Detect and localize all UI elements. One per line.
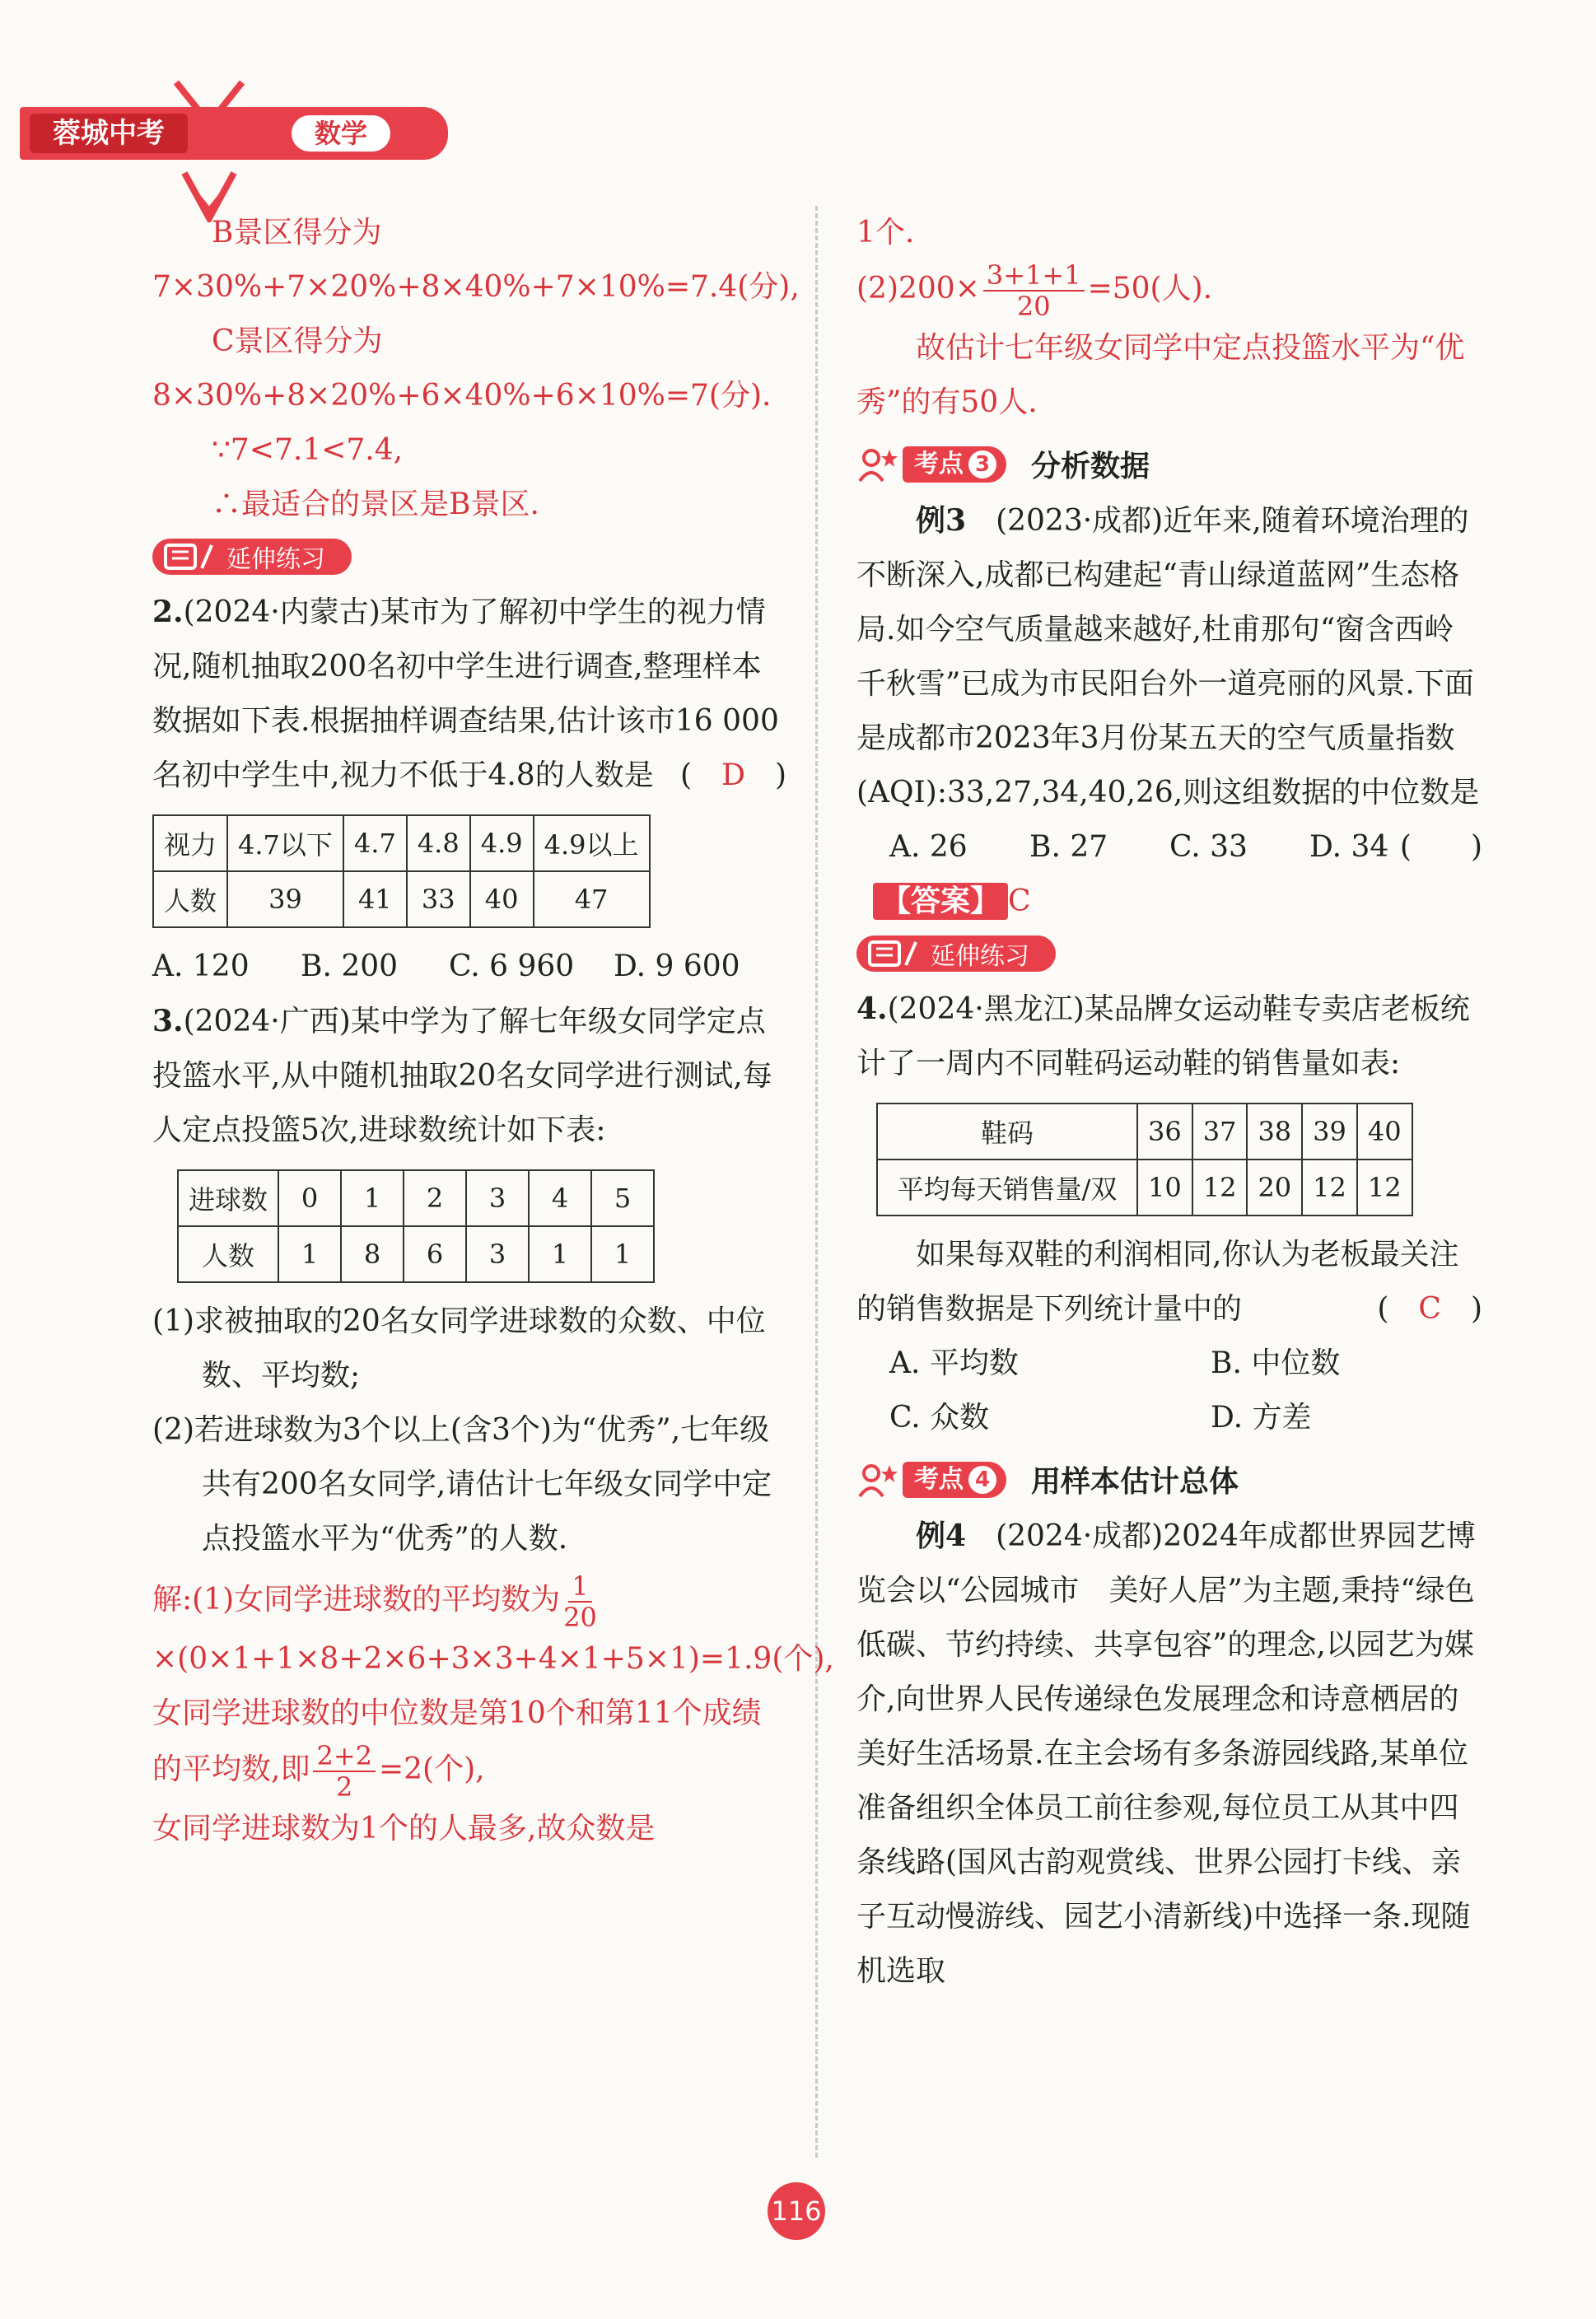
solution-mean-rest: ×(0×1+1×8+2×6+3×3+4×1+5×1)=1.9(个),: [152, 1642, 834, 1676]
table-cell: 1: [529, 1226, 591, 1282]
fraction-numerator: 1: [568, 1571, 591, 1603]
solution-part-2: [856, 260, 1482, 321]
table-cell: 37: [1192, 1104, 1248, 1160]
table-cell: 33: [407, 871, 470, 927]
example-answer: [856, 875, 1482, 929]
knowledge-point-title: 用样本估计总体: [1031, 1465, 1239, 1499]
fraction-denominator: 2: [336, 1771, 353, 1803]
table-cell: 12: [1302, 1160, 1357, 1215]
solution-part-2-b: =50(人).: [1087, 272, 1213, 306]
options-row: [856, 1391, 1482, 1445]
knowledge-point-title: 分析数据: [1031, 450, 1150, 483]
answer-choice: C: [1008, 884, 1031, 918]
table-cell: 3: [466, 1170, 529, 1226]
fraction-numerator: 2+2: [313, 1741, 376, 1772]
option-d: D. 方差: [1211, 1401, 1312, 1435]
page-header: [20, 66, 481, 222]
table-cell: 平均每天销售量/双: [877, 1160, 1137, 1215]
table-cell: 40: [470, 871, 534, 927]
notebook-icon: [866, 939, 919, 968]
table-cell: 38: [1247, 1104, 1302, 1160]
column-divider: [815, 206, 818, 2158]
table-cell: 36: [1137, 1104, 1192, 1160]
knowledge-point-4: [856, 1458, 1482, 1500]
table-cell: 10: [1137, 1160, 1192, 1215]
fraction-denominator: 20: [563, 1602, 597, 1633]
table-cell: 4.7: [343, 815, 407, 871]
knowledge-point-badge: [903, 1462, 1006, 1498]
table-cell: 12: [1357, 1160, 1412, 1215]
table-cell: 47: [534, 871, 650, 927]
table-cell: 39: [227, 871, 343, 927]
table-header-row: [178, 1170, 654, 1226]
header-banner: [20, 107, 448, 160]
solution-part-2-a: (2)200×: [856, 272, 980, 306]
table-cell: 20: [1247, 1160, 1302, 1215]
option-d: D. 34: [1309, 830, 1389, 864]
notebook-icon: [162, 542, 215, 572]
subject-label: 数学: [292, 115, 390, 152]
question-text: (2024·广西)某中学为了解七年级女同学定点投篮水平,从中随机抽取20名女同学进行测试,每人定点投篮5次,进球数统计如下表:: [152, 1005, 772, 1147]
knowledge-point-3: [856, 443, 1482, 485]
extension-tag: [152, 539, 352, 575]
question-3: [152, 994, 834, 1856]
table-cell: 4.8: [407, 815, 470, 871]
fraction: [983, 260, 1085, 321]
option-b: B. 27: [1029, 830, 1108, 864]
sub-question-2: (2)若进球数为3个以上(含3个)为“优秀”,七年级共有200名女同学,请估计七年级女同学中定点投篮水平为“优秀”的人数.: [152, 1413, 772, 1556]
knowledge-point-number: 3: [968, 450, 996, 478]
extension-tag-label: 延伸练习: [931, 942, 1029, 971]
question-number: 2.: [152, 595, 184, 629]
extension-tag-label: 延伸练习: [226, 545, 325, 574]
question-number: 3.: [152, 1004, 184, 1038]
example-label: 例3: [916, 503, 967, 538]
solution-continued: 1个.: [856, 216, 915, 250]
table-cell: 3: [466, 1226, 529, 1282]
table-row: [877, 1160, 1412, 1215]
example-3: [856, 493, 1482, 929]
table-cell: 4.7以下: [227, 815, 343, 871]
answer-label: 【答案】: [873, 883, 1008, 920]
solution-mean-intro: 解:(1)女同学进球数的平均数为: [152, 1583, 561, 1617]
example-text: (2024·成都)2024年成都世界园艺博览会以“公园城市 美好人居”为主题,秉持“绿色低碳、节约持续、共享包容”的理念,以园艺为媒介,向世界人民传递绿色发展理念和诗意栖居的美好生活场景.在主会场有多条游园线路,某单位准备组织全体员工前往参观,每位员工从其中四条线路(国风古韵观赏线、世界公园打卡线、亲子互动慢游线、园艺小清新线)中选择一条.现随机选取: [856, 1519, 1476, 1988]
fraction: [313, 1741, 376, 1802]
solution-median: [152, 1687, 786, 1802]
table-header-row: [877, 1104, 1412, 1160]
table-cell: 41: [343, 871, 407, 927]
question-number: 4.: [856, 992, 888, 1026]
fraction: [563, 1571, 597, 1632]
question-4: [856, 982, 1482, 1445]
person-star-icon: [856, 446, 898, 483]
table-cell: 人数: [178, 1226, 278, 1282]
knowledge-point-label: 考点: [914, 449, 964, 478]
table-cell: 40: [1357, 1104, 1412, 1160]
table-cell: 12: [1192, 1160, 1248, 1215]
table-cell: 视力: [153, 815, 227, 871]
left-column: [152, 206, 834, 1856]
question-2: [152, 585, 786, 994]
answer-bracket: ( C ): [1377, 1292, 1482, 1326]
goals-table: [177, 1169, 655, 1283]
solution-median-text: 女同学进球数的中位数是第10个和第11个成绩的平均数,即: [152, 1696, 762, 1786]
sub-question-1: (1)求被抽取的20名女同学进球数的众数、中位数、平均数;: [152, 1304, 766, 1393]
table-header-row: [153, 815, 650, 871]
table-cell: 4.9以上: [534, 815, 650, 871]
table-cell: 鞋码: [877, 1104, 1137, 1160]
table-cell: 4: [529, 1170, 591, 1226]
example-text: (2023·成都)近年来,随着环境治理的不断深入,成都已构建起“青山绿道蓝网”生态格局.如今空气质量越来越好,杜甫那句“窗含西岭千秋雪”已成为市民阳台外一道亮丽的风景.下面是成都市2023年3月份某五天的空气质量指数(AQI):33,27,34,40,26,则这组数据的中位数是: [856, 504, 1480, 810]
shoe-sales-table: [876, 1103, 1413, 1216]
answer-choice: D: [721, 758, 745, 792]
answer-choice: C: [1418, 1292, 1441, 1326]
solution-conclusion: ∴最适合的景区是B景区.: [212, 488, 539, 521]
person-star-icon: [856, 1462, 898, 1498]
table-cell: 39: [1302, 1104, 1357, 1160]
option-c: C. 众数: [889, 1401, 990, 1435]
table-cell: 1: [591, 1226, 654, 1282]
option-c: C. 33: [1169, 830, 1248, 864]
table-cell: 0: [278, 1170, 341, 1226]
answer-bracket: ( D ): [680, 758, 786, 792]
question-prompt: 如果每双鞋的利润相同,你认为老板最关注的销售数据是下列统计量中的: [856, 1238, 1459, 1326]
option-b: B. 中位数: [1211, 1346, 1341, 1380]
options-row: [856, 1337, 1482, 1391]
fraction-numerator: 3+1+1: [983, 260, 1085, 292]
solution-median-rest: =2(个),: [378, 1752, 485, 1786]
fraction-denominator: 20: [1016, 291, 1051, 322]
solution-mean: [152, 1570, 834, 1687]
table-cell: 人数: [153, 871, 227, 927]
table-cell: 1: [278, 1226, 341, 1282]
table-cell: 2: [404, 1170, 466, 1226]
table-row: [178, 1226, 654, 1282]
example-4: [856, 1509, 1482, 1999]
table-cell: 8: [341, 1226, 404, 1282]
solution-since: ∵7<7.1<7.4,: [212, 433, 404, 467]
option-d: D. 9 600: [614, 950, 740, 983]
option-b: B. 200: [301, 950, 399, 983]
options-row: [856, 820, 1389, 875]
table-row: [153, 871, 650, 927]
option-c: C. 6 960: [449, 950, 575, 983]
question-text: (2024·黑龙江)某品牌女运动鞋专卖店老板统计了一周内不同鞋码运动鞋的销售量如表:: [856, 992, 1470, 1080]
page-number: 116: [768, 2182, 825, 2240]
solution-part-2-conclusion: 故估计七年级女同学中定点投篮水平为“优秀”的有50人.: [856, 331, 1465, 419]
solution-b: B景区得分为7×30%+7×20%+8×40%+7×10%=7.4(分),: [152, 216, 800, 304]
options-row: [152, 940, 786, 994]
right-column: [856, 206, 1482, 1999]
question-text: (2024·内蒙古)某市为了解初中学生的视力情况,随机抽取200名初中学生进行调查,整理样本数据如下表.根据抽样调查结果,估计该市16 000名初中学生中,视力不低于4.8的人数是: [152, 595, 779, 792]
knowledge-point-number: 4: [968, 1466, 996, 1494]
knowledge-point-label: 考点: [914, 1464, 964, 1494]
table-cell: 6: [404, 1226, 466, 1282]
option-a: A. 26: [889, 830, 968, 864]
example-label: 例4: [916, 1519, 967, 1553]
extension-tag: [856, 936, 1056, 972]
vision-table: [152, 814, 651, 928]
table-cell: 4.9: [470, 815, 534, 871]
answer-bracket: ( ): [1399, 830, 1482, 864]
table-cell: 进球数: [178, 1170, 278, 1226]
table-cell: 1: [341, 1170, 404, 1226]
option-a: A. 平均数: [889, 1346, 1019, 1380]
solution-c: C景区得分为8×30%+8×20%+6×40%+6×10%=7(分).: [152, 324, 772, 413]
solution-mode: 女同学进球数为1个的人最多,故众数是: [152, 1812, 656, 1845]
brand-name: 蓉城中考: [30, 114, 188, 153]
knowledge-point-badge: [903, 446, 1006, 483]
option-a: A. 120: [152, 950, 250, 983]
table-cell: 5: [591, 1170, 654, 1226]
